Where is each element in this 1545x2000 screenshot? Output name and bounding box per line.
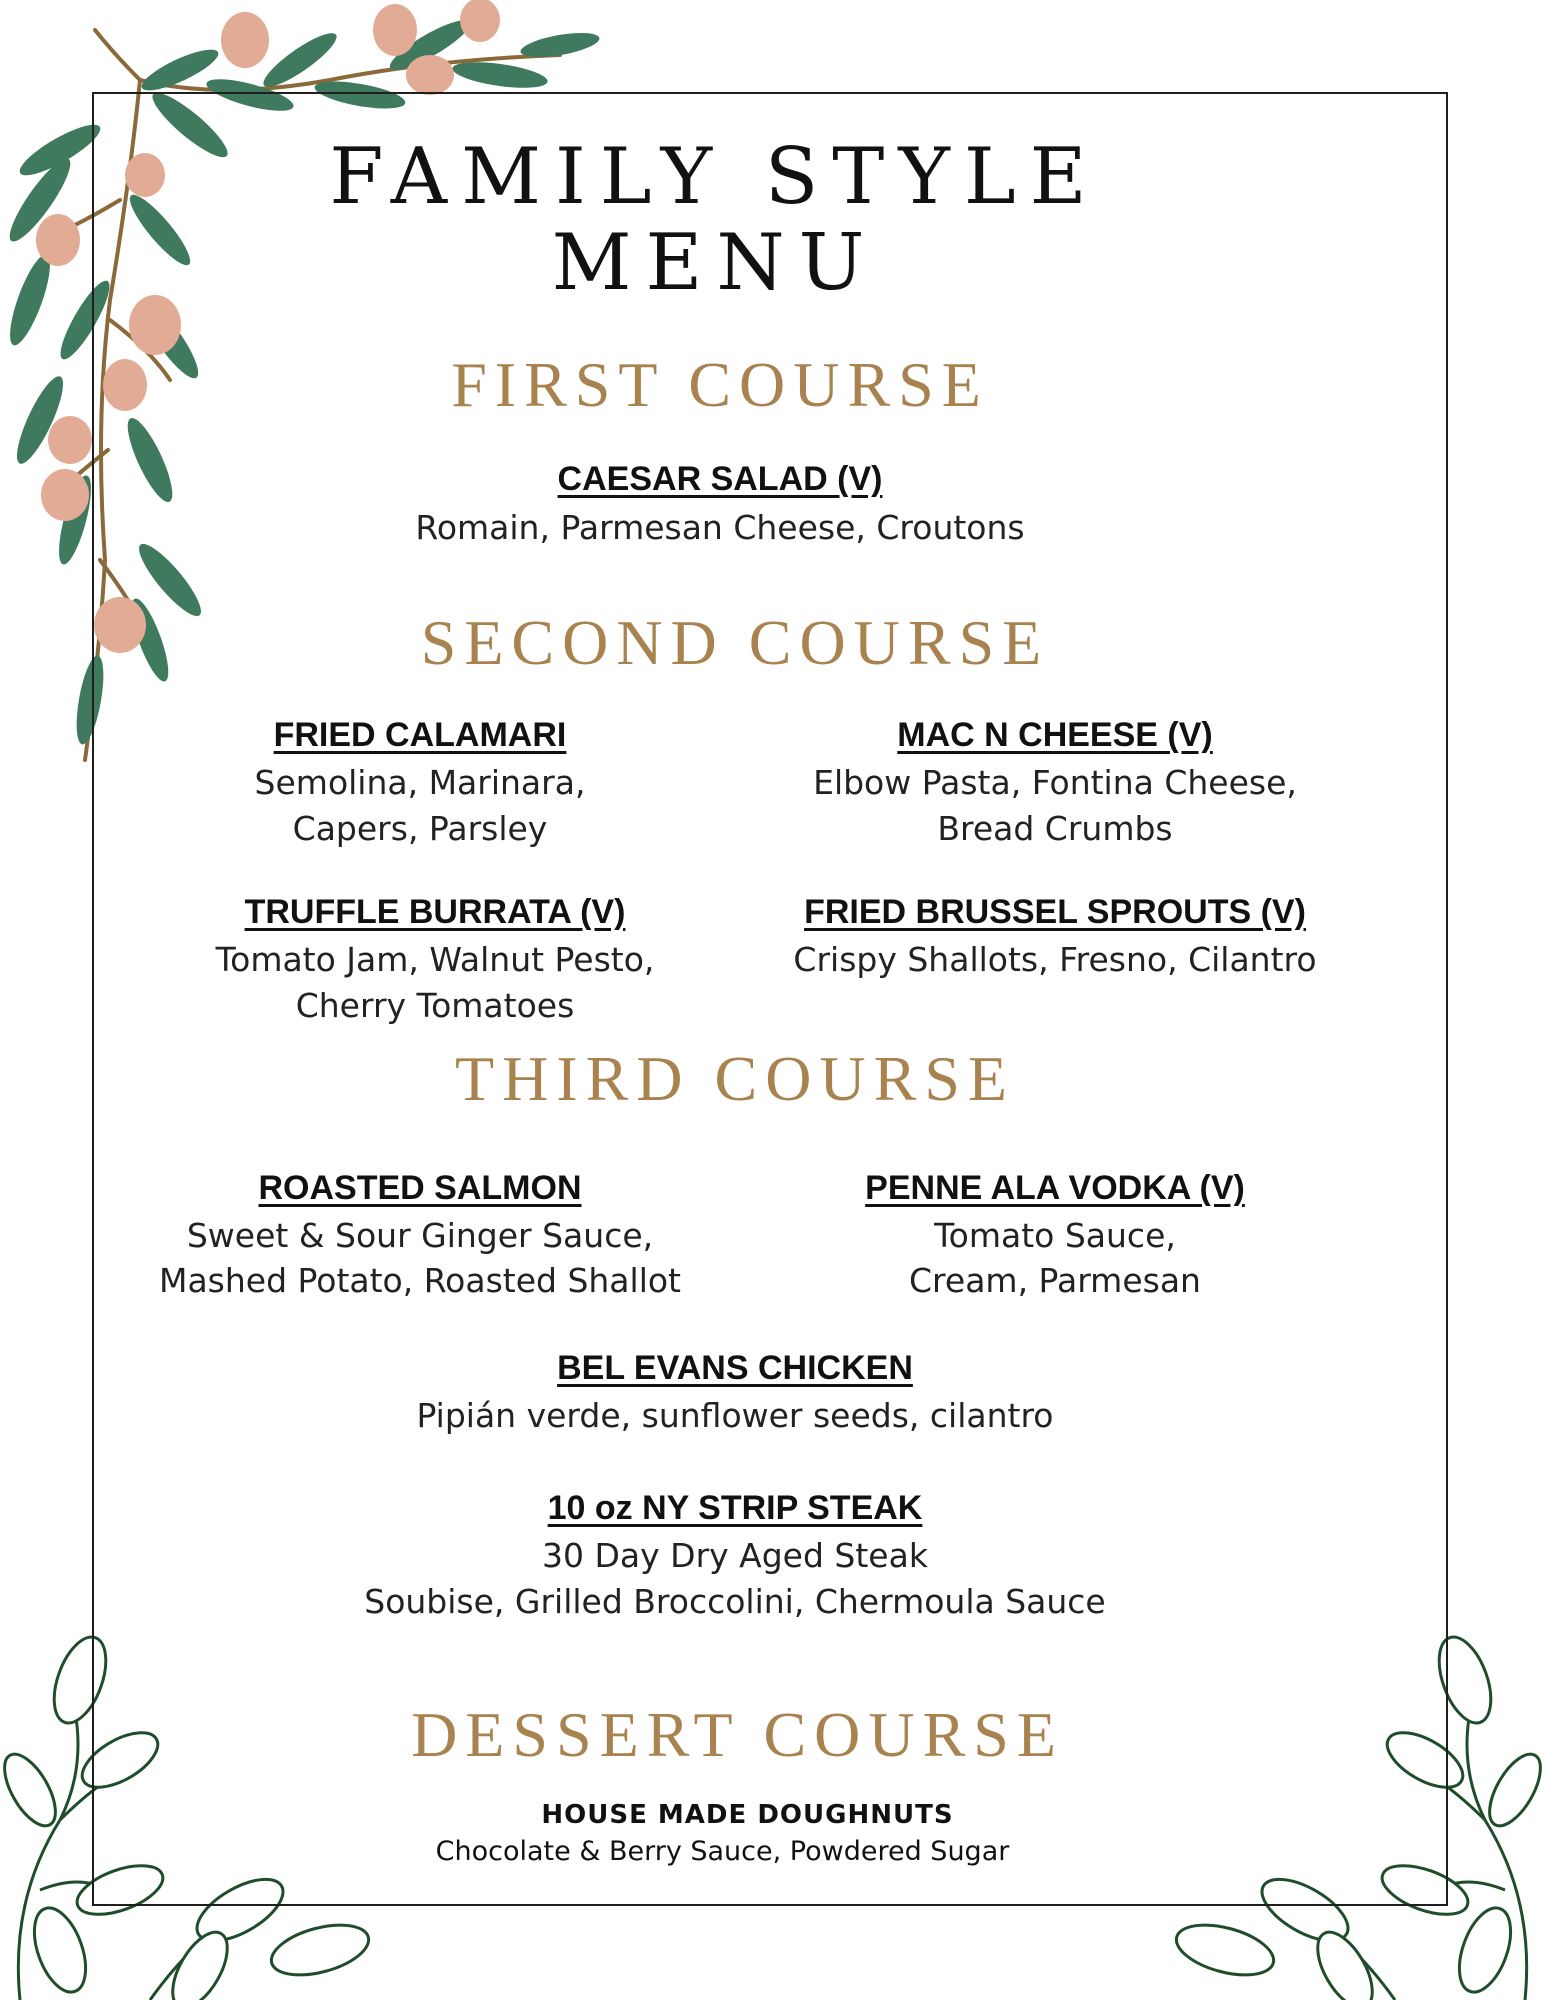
dish-name-bel-evans-chicken: BEL EVANS CHICKEN [557,1349,913,1387]
menu-title-line2: MENU [551,218,879,308]
dish-desc-fried-calamari-line1: Semolina, Marinara, [254,763,586,802]
dish-name-roasted-salmon: ROASTED SALMON [258,1169,582,1207]
dish-name-mac-n-cheese: MAC N CHEESE (V) [897,716,1213,754]
dish-desc-roasted-salmon-line2: Mashed Potato, Roasted Shallot [158,1261,681,1300]
dish-name-caesar-salad: CAESAR SALAD (V) [557,460,883,498]
dish-desc-penne-ala-vodka-line2: Cream, Parmesan [909,1261,1201,1300]
third-course-heading: THIRD COURSE [454,1043,1016,1114]
dish-desc-ny-strip-steak-line1: 30 Day Dry Aged Steak [542,1536,928,1575]
dish-desc-penne-ala-vodka-line1: Tomato Sauce, [934,1216,1176,1255]
dish-name-penne-ala-vodka: PENNE ALA VODKA (V) [865,1169,1245,1207]
dish-desc-mac-n-cheese-line2: Bread Crumbs [937,809,1173,848]
dish-desc-truffle-burrata-line2: Cherry Tomatoes [295,986,575,1025]
dish-name-ny-strip-steak: 10 oz NY STRIP STEAK [547,1489,923,1527]
dish-name-truffle-burrata: TRUFFLE BURRATA (V) [244,893,626,931]
menu-title-line1: FAMILY STYLE [329,132,1101,222]
dish-desc-roasted-salmon-line1: Sweet & Sour Ginger Sauce, [186,1216,654,1255]
dish-desc-fried-brussel-sprouts: Crispy Shallots, Fresno, Cilantro [793,940,1317,979]
dessert-course-heading: DESSERT COURSE [411,1699,1064,1770]
second-course-heading: SECOND COURSE [420,607,1050,678]
dish-desc-fried-calamari-line2: Capers, Parsley [292,809,548,848]
dish-desc-caesar-salad: Romain, Parmesan Cheese, Croutons [415,508,1025,547]
dish-desc-house-made-doughnuts: Chocolate & Berry Sauce, Powdered Sugar [435,1836,1010,1867]
dish-desc-truffle-burrata-line1: Tomato Jam, Walnut Pesto, [215,940,655,979]
dish-desc-ny-strip-steak-line2: Soubise, Grilled Broccolini, Chermoula Sauce [364,1582,1106,1621]
dish-desc-mac-n-cheese-line1: Elbow Pasta, Fontina Cheese, [813,763,1297,802]
dish-desc-bel-evans-chicken: Pipián verde, sunflower seeds, cilantro [416,1396,1054,1435]
first-course-heading: FIRST COURSE [451,349,989,420]
dish-name-fried-calamari: FRIED CALAMARI [273,716,567,754]
dish-name-house-made-doughnuts: HOUSE MADE DOUGHNUTS [541,1800,954,1830]
dish-name-fried-brussel-sprouts: FRIED BRUSSEL SPROUTS (V) [804,893,1306,931]
